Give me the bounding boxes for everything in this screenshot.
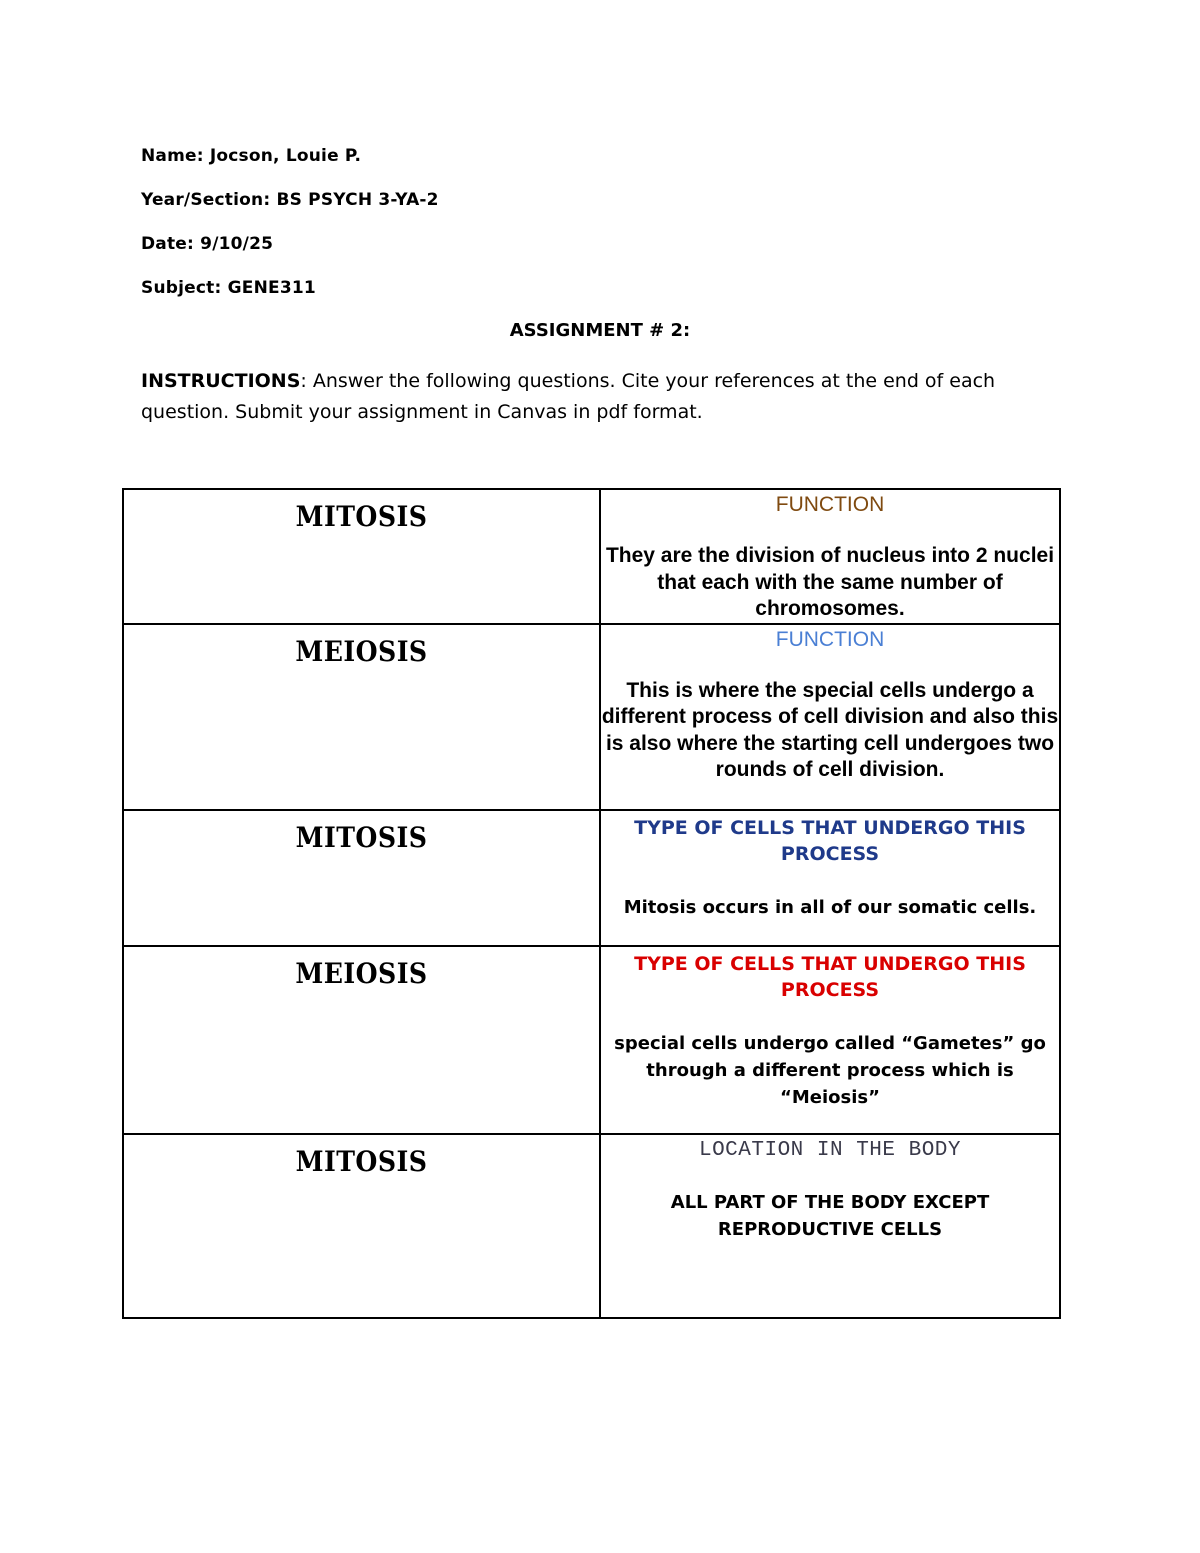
table-row: [123, 624, 1060, 810]
process-cell: [123, 489, 600, 624]
description-cell: [600, 1134, 1060, 1318]
row-answer: They are the division of nucleus into 2 nuclei that each with the same number of chromosomes.: [605, 544, 1055, 620]
name-value: Jocson, Louie P.: [209, 146, 362, 166]
name-label: Name:: [141, 146, 204, 166]
row-heading: LOCATION IN THE BODY: [698, 1138, 962, 1162]
process-cell: [123, 946, 600, 1134]
process-name: MITOSIS: [295, 500, 428, 533]
date-label: Date:: [141, 234, 195, 254]
row-heading: FUNCTION: [775, 493, 885, 516]
year-section-value: BS PSYCH 3-YA-2: [276, 190, 439, 210]
row-answer: This is where the special cells undergo a different process of cell division and also this is also where the starting cell undergoes two rounds of cell division.: [601, 678, 1059, 781]
row-heading: TYPE OF CELLS THAT UNDERGO THIS PROCESS: [634, 816, 1026, 865]
process-cell: [123, 624, 600, 810]
row-answer: Mitosis occurs in all of our somatic cells.: [623, 896, 1037, 918]
process-name: MEIOSIS: [295, 956, 428, 990]
table-row: [123, 1134, 1060, 1318]
instructions-label: INSTRUCTIONS: [141, 370, 301, 392]
subject-line: [141, 278, 316, 298]
date-line: [141, 234, 273, 254]
process-cell: [123, 810, 600, 946]
table-row: [123, 946, 1060, 1134]
process-table: [122, 488, 1061, 1319]
row-answer: ALL PART OF THE BODY EXCEPT REPRODUCTIVE CELLS: [670, 1191, 990, 1240]
year-section-label: Year/Section:: [141, 190, 271, 210]
year-section-line: [141, 190, 439, 210]
description-cell: [600, 946, 1060, 1134]
process-name: MEIOSIS: [295, 634, 428, 668]
row-heading: TYPE OF CELLS THAT UNDERGO THIS PROCESS: [634, 952, 1026, 1001]
process-name: MITOSIS: [295, 1144, 428, 1178]
process-cell: [123, 1134, 600, 1318]
table-row: [123, 810, 1060, 946]
assignment-title: ASSIGNMENT # 2:: [509, 320, 691, 341]
subject-label: Subject:: [141, 278, 222, 298]
process-name: MITOSIS: [295, 820, 428, 854]
date-value: 9/10/25: [200, 234, 274, 254]
instructions-text: : Answer the following questions. Cite your references at the end of each question. Submit your assignment in Canvas in pdf format.: [141, 370, 996, 423]
name-line: [141, 146, 361, 166]
row-heading: FUNCTION: [775, 627, 885, 651]
row-answer: special cells undergo called “Gametes” go through a different process which is “Meiosis”: [614, 1032, 1046, 1108]
subject-value: GENE311: [227, 278, 316, 298]
description-cell: [600, 624, 1060, 810]
table-row: [123, 489, 1060, 624]
instructions-paragraph: [141, 366, 1021, 428]
description-cell: [600, 810, 1060, 946]
description-cell: [600, 489, 1060, 624]
